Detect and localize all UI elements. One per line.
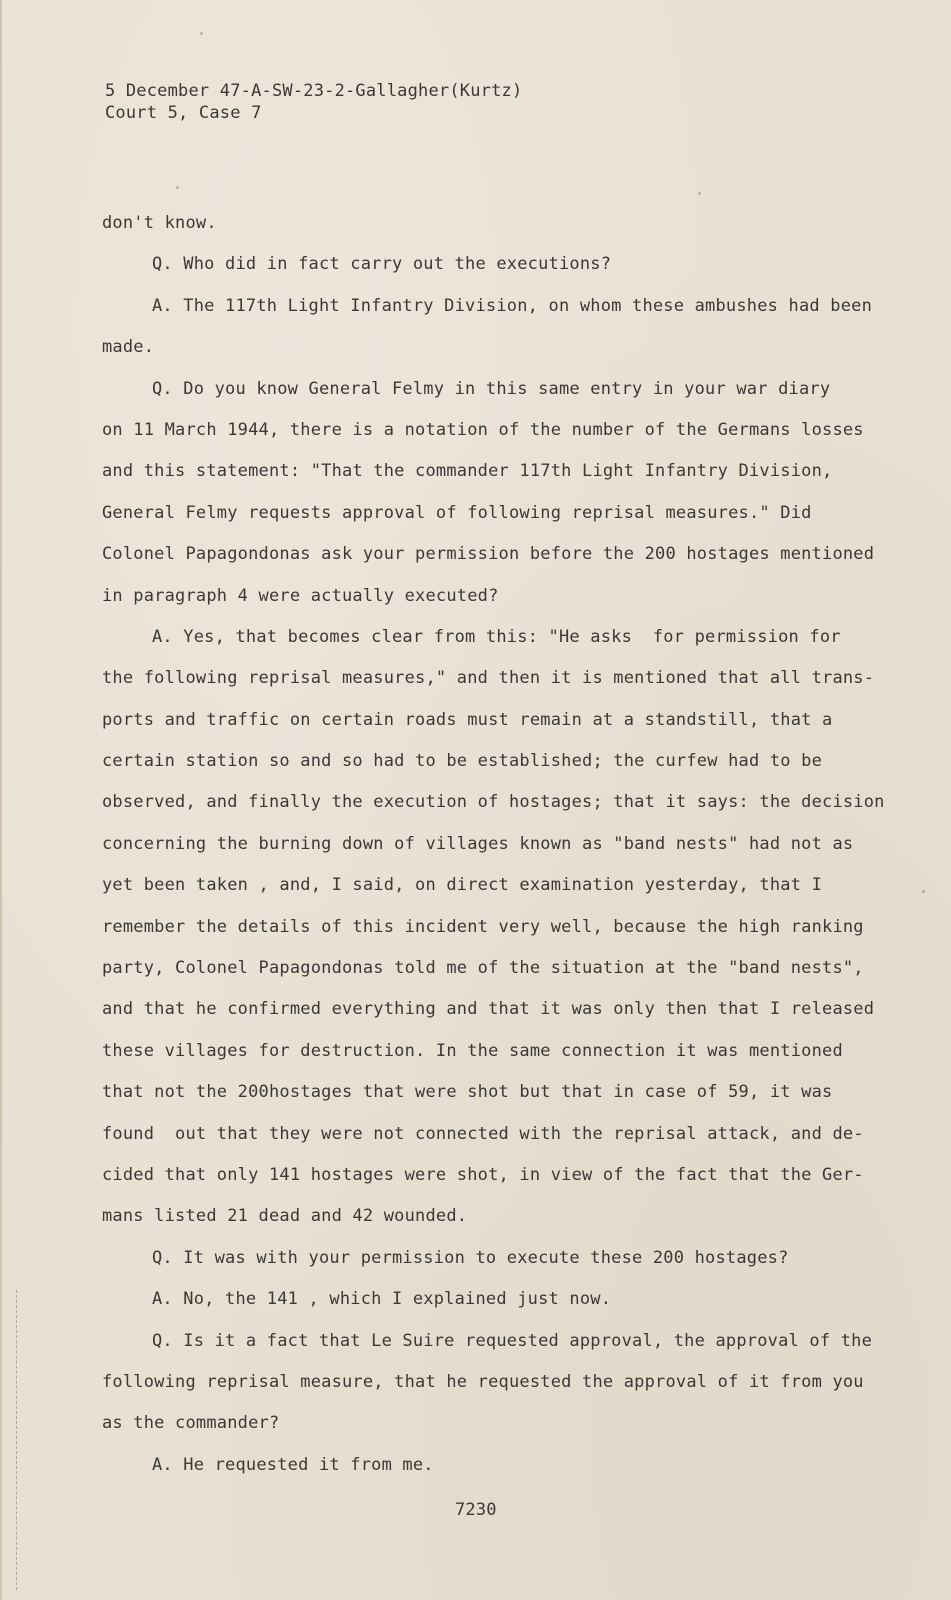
transcript-line: General Felmy requests approval of following reprisal measures." Did (102, 502, 812, 523)
transcript-line: Q. Do you know General Felmy in this same entry in your war diary (152, 378, 831, 399)
transcript-line: remember the details of this incident very well, because the high ranking (102, 916, 864, 937)
transcript-line: observed, and finally the execution of hostages; that it says: the decision (102, 792, 885, 813)
paper-speck (200, 32, 203, 35)
transcript-line: the following reprisal measures," and then it is mentioned that all trans- (102, 668, 875, 689)
transcript-line: on 11 March 1944, there is a notation of the number of the Germans losses (102, 419, 864, 440)
transcript-body (102, 203, 885, 1486)
transcript-line: Q. Who did in fact carry out the executions? (152, 254, 612, 275)
transcript-line: certain station so and so had to be established; the curfew had to be (102, 751, 823, 772)
transcript-line: made. (102, 337, 155, 358)
transcript-line: party, Colonel Papagondonas told me of the situation at the "band nests", (102, 958, 864, 979)
transcript-line: Q. It was with your permission to execute these 200 hostages? (152, 1247, 789, 1268)
transcript-line: A. The 117th Light Infantry Division, on whom these ambushes had been (152, 295, 873, 316)
paper-speck (922, 890, 925, 893)
transcript-line: and this statement: "That the commander 117th Light Infantry Division, (102, 461, 833, 482)
transcript-line: ports and traffic on certain roads must remain at a standstill, that a (102, 709, 833, 730)
transcript-line: A. He requested it from me. (152, 1454, 434, 1475)
document-header (105, 80, 522, 124)
paper-speck (698, 192, 701, 195)
transcript-line: concerning the burning down of villages known as "band nests" had not as (102, 833, 854, 854)
transcript-line: that not the 200hostages that were shot but that in case of 59, it was (102, 1082, 833, 1103)
transcript-line: and that he confirmed everything and that it was only then that I released (102, 999, 875, 1020)
binding-edge (2, 1290, 17, 1590)
transcript-line: in paragraph 4 were actually executed? (102, 585, 499, 606)
transcript-line: mans listed 21 dead and 42 wounded. (102, 1206, 468, 1227)
header-line-1: 5 December 47-A-SW-23-2-Gallagher(Kurtz) (105, 81, 523, 101)
transcript-line: A. No, the 141 , which I explained just now. (152, 1289, 612, 1310)
header-line-2: Court 5, Case 7 (105, 103, 262, 123)
transcript-line: following reprisal measure, that he requested the approval of it from you (102, 1371, 864, 1392)
transcript-line: Q. Is it a fact that Le Suire requested approval, the approval of the (152, 1330, 873, 1351)
transcript-line: Colonel Papagondonas ask your permission before the 200 hostages mentioned (102, 544, 875, 565)
transcript-line: cided that only 141 hostages were shot, in view of the fact that the Ger- (102, 1164, 864, 1185)
transcript-line: found out that they were not connected with the reprisal attack, and de- (102, 1123, 864, 1144)
transcript-line: don't know. (102, 213, 217, 233)
page-number: 7230 (455, 1500, 497, 1520)
transcript-line: A. Yes, that becomes clear from this: "He asks for permission for (152, 626, 841, 647)
transcript-line: these villages for destruction. In the same connection it was mentioned (102, 1040, 843, 1061)
transcript-line: as the commander? (102, 1413, 280, 1434)
transcript-line: yet been taken , and, I said, on direct examination yesterday, that I (102, 875, 823, 896)
paper-speck (176, 186, 179, 189)
